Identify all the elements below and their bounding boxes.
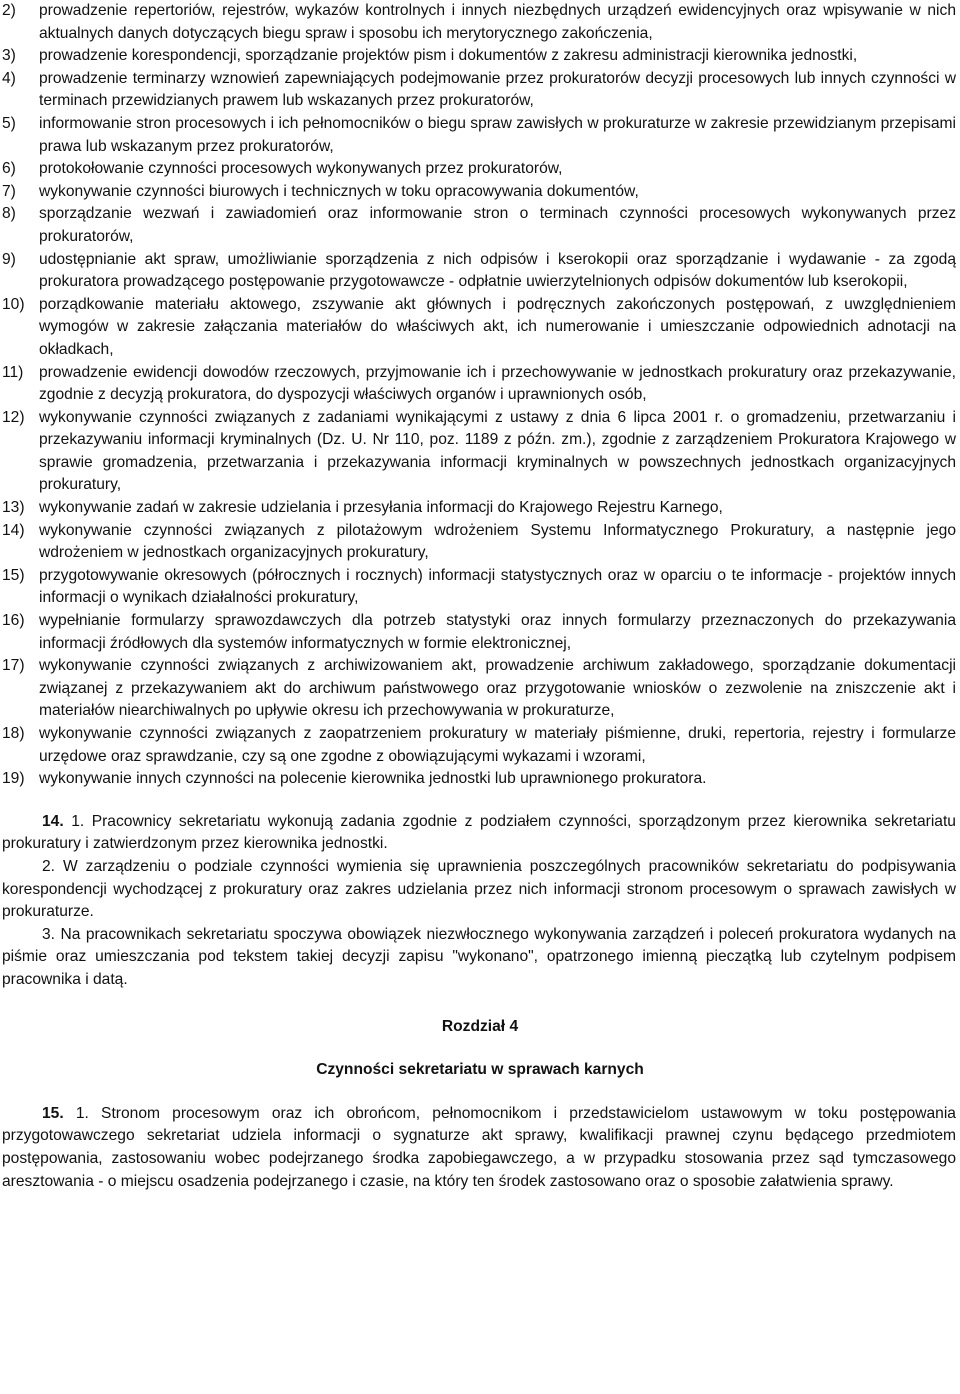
item-text: wykonywanie czynności związanych z zadaniami wynikającymi z ustawy z dnia 6 lipca 2001 r. o gromadzeniu, przetwarzaniu i przekazywaniu informacji kryminalnych (Dz. U. Nr 110, poz. 1189 z późn. zm.), zgodnie z zarządzeniem Prokuratora Krajowego w sprawie gromadzenia, przetwarzania i przekazywania informacji kryminalnych w powszechnych jednostkach organizacyjnych prokuratury,: [39, 408, 956, 494]
item-text: wykonywanie czynności związanych z archiwizowaniem akt, prowadzenie archiwum zakładowego, sporządzanie dokumentacji związanej z przekazywaniem akt do archiwum państwowego oraz przygotowanie wniosków o zezwolenie na zniszczenie akt i materiałów niearchiwalnych po upływie okresu ich przechowywania w prokuraturze,: [39, 657, 956, 720]
item-number: 4): [2, 69, 16, 87]
section-14-paragraph-1: [2, 811, 958, 856]
list-item: [2, 565, 958, 610]
list-item: [2, 768, 958, 791]
chapter-title: Rozdział 4: [441, 1017, 519, 1035]
item-text: prowadzenie korespondencji, sporządzanie projektów pism i dokumentów z zakresu administracji kierownika jednostki,: [39, 47, 858, 65]
item-number: 6): [2, 160, 16, 178]
item-text: prowadzenie ewidencji dowodów rzeczowych, przyjmowanie ich i przechowywanie w jednostkach prokuratury oraz przekazywanie, zgodnie z decyzją prokuratora, do dyspozycji właściwych organów i uprawnionych osób,: [39, 363, 956, 404]
paragraph-text: Stronom procesowym oraz ich obrońcom, pełnomocnikom i przedstawicielom ustawowym w toku postępowania przygotowawczego sekretariat udziela informacji o sygnaturze akt sprawy, kwalifikacji prawnej czynu będącego przedmiotem postępowania, zastosowaniu wobec podejrzanego środka zapobiegawczego, a w przypadku stosowania przez sąd tymczasowego aresztowania - o miejscu osadzenia podejrzanego i czasie, na który ten środek zastosowano oraz o sposobie załatwienia sprawy.: [2, 1104, 956, 1190]
list-item: [2, 45, 958, 68]
spacer: [2, 1082, 958, 1103]
item-text: prowadzenie repertoriów, rejestrów, wykazów kontrolnych i innych niezbędnych urządzeń ewidencyjnych oraz wpisywanie w nich aktualnych danych dotyczących biegu spraw i sposobu ich merytorycznego zakończenia,: [39, 2, 956, 42]
section-14-paragraph-3: [2, 924, 958, 992]
paragraph-number: 3.: [42, 925, 56, 943]
list-item: [2, 655, 958, 723]
paragraph-text: Pracownicy sekretariatu wykonują zadania zgodnie z podziałem czynności, sporządzonym przez kierownika sekretariatu prokuratury i zatwierdzonym przez kierownika jednostki.: [2, 812, 956, 853]
item-number: 11): [2, 363, 24, 381]
spacer: [2, 1038, 958, 1059]
paragraph-text: W zarządzeniu o podziale czynności wymienia się uprawnienia poszczególnych pracowników sekretariatu do podpisywania korespondencji wychodzącej z prokuratury oraz zakres udzielania przez nich informacji stronom procesowym o sprawach zawisłych w prokuraturze.: [2, 857, 956, 921]
item-text: wykonywanie czynności biurowych i technicznych w toku opracowywania dokumentów,: [39, 182, 639, 200]
list-item: [2, 362, 958, 407]
section-15-number: 15.: [42, 1104, 64, 1122]
list-item: [2, 723, 958, 768]
item-number: 7): [2, 182, 16, 200]
paragraph-number: 1.: [71, 812, 85, 830]
spacer: [2, 992, 958, 1016]
item-number: 5): [2, 114, 16, 132]
list-item: [2, 249, 958, 294]
item-number: 17): [2, 657, 25, 675]
item-text: sporządzanie wezwań i zawiadomień oraz informowanie stron o terminach czynności procesowych wykonywanych przez prokuratorów,: [39, 205, 956, 245]
list-item: [2, 610, 958, 655]
item-text: wykonywanie innych czynności na polecenie kierownika jednostki lub uprawnionego prokuratora.: [39, 770, 707, 788]
item-text: przygotowywanie okresowych (półrocznych i rocznych) informacji statystycznych oraz w oparciu o te informacje - projektów innych informacji o wynikach działalności prokuratury,: [39, 566, 956, 607]
section-15-paragraph-1: [2, 1103, 958, 1193]
item-number: 12): [2, 408, 25, 426]
chapter-subtitle: Czynności sekretariatu w sprawach karnych: [316, 1061, 644, 1079]
item-number: 15): [2, 566, 25, 584]
item-number: 14): [2, 521, 25, 539]
list-item: [2, 158, 958, 181]
item-text: wykonywanie czynności związanych z pilotażowym wdrożeniem Systemu Informatycznego Prokuratury, a następnie jego wdrożeniem w jednostkach organizacyjnych prokuratury,: [39, 521, 956, 562]
item-text: wykonywanie czynności związanych z zaopatrzeniem prokuratury w materiały piśmienne, druki, repertoria, rejestry i formularze urzędowe oraz sprawdzanie, czy są one zgodne z obowiązującymi wykazami i wzorami,: [39, 725, 956, 765]
item-text: porządkowanie materiału aktowego, zszywanie akt głównych i podręcznych zakończonych postępowań, z uwzględnieniem wymogów w zakresie załączania materiałów do właściwych akt, ich numerowanie i umieszczanie odpowiednich adnotacji na okładkach,: [39, 295, 956, 358]
item-number: 9): [2, 250, 16, 268]
list-item: [2, 497, 958, 520]
item-text: prowadzenie terminarzy wznowień zapewniających podejmowanie przez prokuratorów decyzji procesowych lub innych czynności w terminach przewidzianych prawem lub wskazanych przez prokuratorów,: [39, 69, 956, 110]
item-number: 19): [2, 770, 25, 788]
item-text: informowanie stron procesowych i ich pełnomocników o biegu spraw zawisłych w prokuraturze w zakresie przewidzianym przepisami prawa lub wskazanym przez prokuratorów,: [39, 114, 956, 155]
item-text: protokołowanie czynności procesowych wykonywanych przez prokuratorów,: [39, 160, 563, 178]
list-item: [2, 407, 958, 497]
item-number: 13): [2, 499, 25, 517]
section-14-paragraph-2: [2, 856, 958, 924]
item-text: wypełnianie formularzy sprawozdawczych dla potrzeb statystyki oraz innych formularzy przeznaczonych do przekazywania informacji źródłowych dla systemów informatycznych w formie elektronicznej,: [39, 612, 956, 652]
item-number: 8): [2, 205, 16, 223]
item-number: 18): [2, 725, 25, 742]
list-item: [2, 203, 958, 248]
list-item: [2, 294, 958, 362]
item-number: 16): [2, 612, 25, 630]
list-item: [2, 0, 958, 45]
item-number: 3): [2, 47, 16, 65]
list-item: [2, 113, 958, 158]
spacer: [2, 791, 958, 811]
list-item: [2, 520, 958, 565]
list-item: [2, 68, 958, 113]
item-number: 10): [2, 295, 25, 313]
paragraph-number: 1.: [75, 1104, 89, 1122]
section-14-number: 14.: [42, 812, 64, 830]
list-item: [2, 181, 958, 204]
item-number: 2): [2, 2, 16, 19]
item-text: udostępnianie akt spraw, umożliwianie sporządzenia z nich odpisów i kserokopii oraz sporządzanie i wydawanie - za zgodą prokuratora prowadzącego postępowanie przygotowawcze - odpłatnie uwierzytelnionych odpisów dokumentów lub kserokopii,: [39, 250, 956, 291]
duties-list: [2, 0, 958, 791]
item-text: wykonywanie zadań w zakresie udzielania i przesyłania informacji do Krajowego Rejestru Karnego,: [39, 499, 723, 517]
paragraph-number: 2.: [42, 857, 56, 875]
paragraph-text: Na pracownikach sekretariatu spoczywa obowiązek niezwłocznego wykonywania zarządzeń i poleceń prokuratora wydanych na piśmie oraz umieszczania pod tekstem takiej decyzji zapisu "wykonano", opatrzonego imienną pieczątką lub czytelnym podpisem pracownika i datą.: [2, 925, 956, 988]
